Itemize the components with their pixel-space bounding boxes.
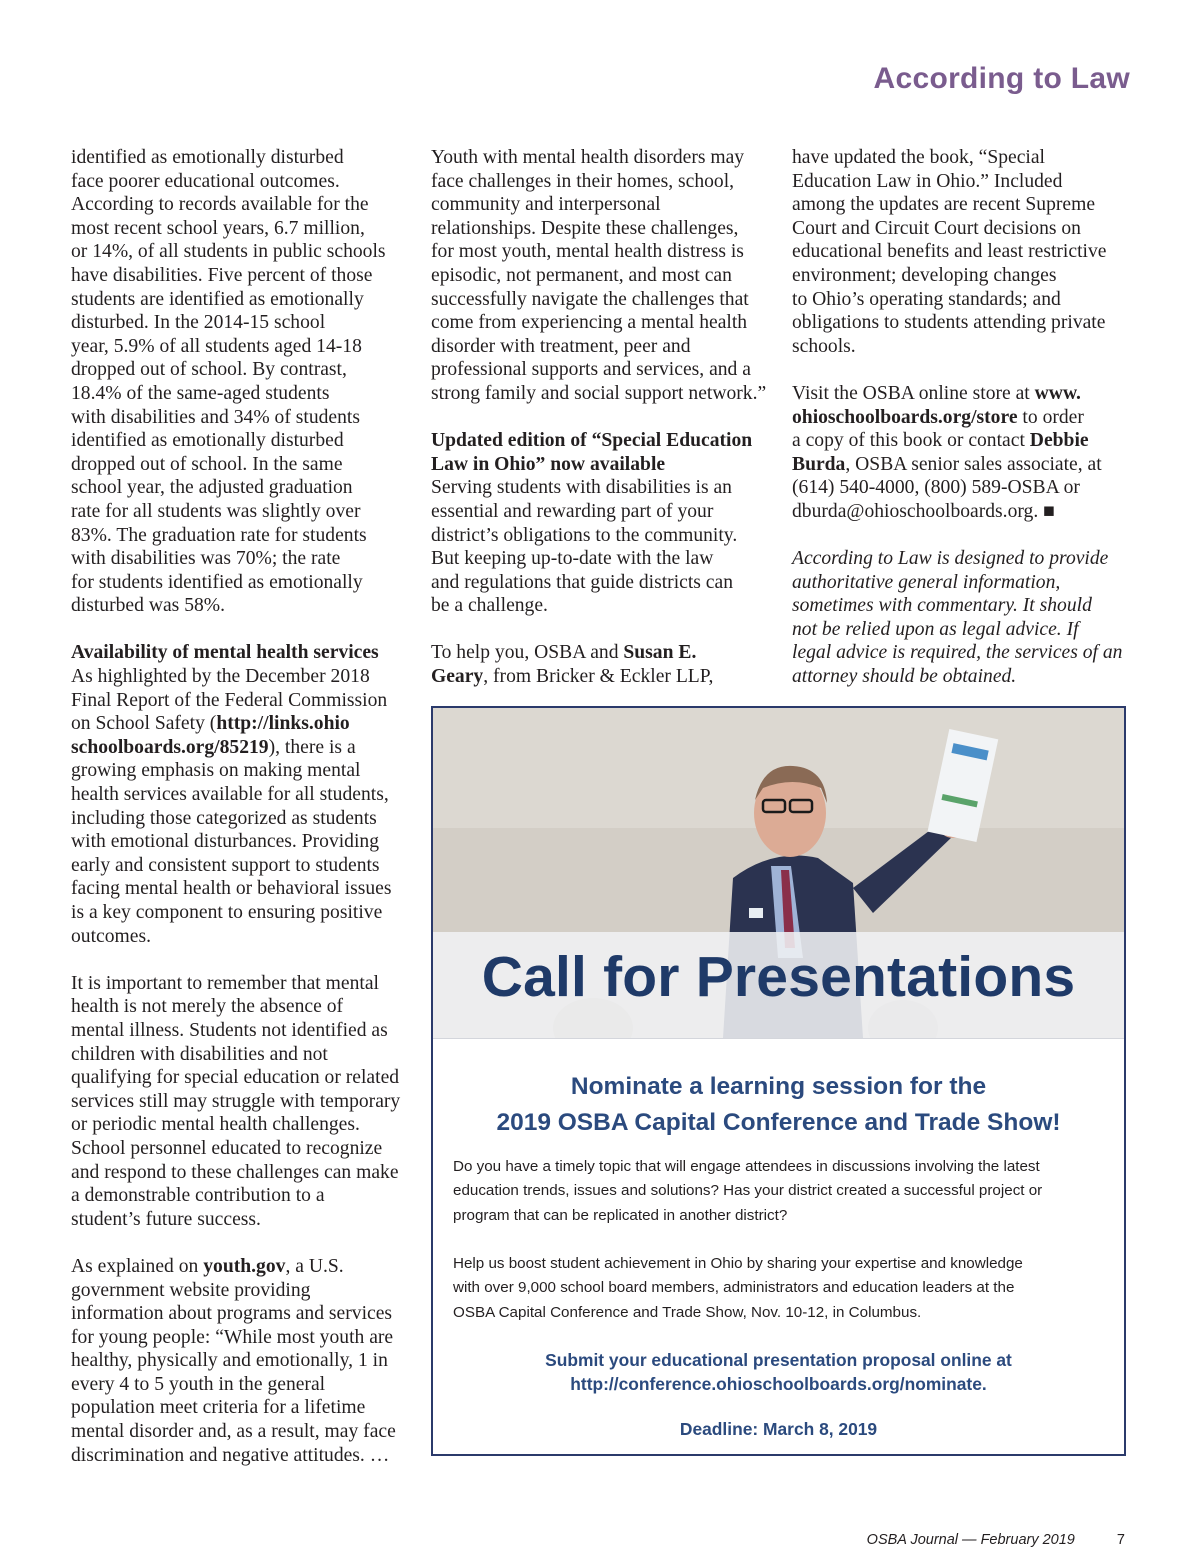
paragraph-mental-illness: [71, 972, 417, 1232]
ad-headline: [433, 1069, 1124, 1141]
paragraph-outcomes: [71, 146, 417, 618]
text-line: It is important to remember that mental: [71, 972, 379, 994]
text-line: mental disorder and, as a result, may face: [71, 1421, 396, 1443]
text-line: including those categorized as students: [71, 807, 377, 829]
text-line: professional supports and services, and a: [431, 359, 751, 381]
text-line: with emotional disturbances. Providing: [71, 831, 380, 853]
text-line: 18.4% of the same-aged students: [71, 382, 330, 404]
subheading-mental-health-services: Availability of mental health services: [71, 642, 379, 664]
article-column-3: [792, 146, 1137, 712]
text-line: year, 5.9% of all students aged 14-18: [71, 335, 362, 357]
text-line: or periodic mental health challenges.: [71, 1114, 360, 1136]
text-line: sometimes with commentary. It should: [792, 595, 1092, 617]
text-line: relationships. Despite these challenges,: [431, 217, 739, 239]
text-line: 2019 OSBA Capital Conference and Trade Show!: [496, 1109, 1061, 1136]
text-line: student’s future success.: [71, 1208, 261, 1230]
text-line: Court and Circuit Court decisions on: [792, 217, 1081, 239]
paragraph-updated-edition: [431, 429, 777, 618]
ad-text: [453, 1155, 1104, 1325]
text-line: program that can be replicated in another district?: [453, 1206, 788, 1224]
text-line: dropped out of school. In the same: [71, 453, 343, 475]
paragraph-to-help-you: To help you, OSBA and Susan E. Geary, from Bricker & Eckler LLP,: [431, 642, 714, 688]
call-for-presentations-ad: [431, 706, 1126, 1456]
text-line: Serving students with disabilities is an: [431, 477, 732, 499]
text-line: Do you have a timely topic that will engage attendees in discussions involving the latest: [453, 1158, 1040, 1175]
text-line: schools.: [792, 335, 856, 357]
footer-journal: OSBA Journal — February 2019: [866, 1532, 1075, 1548]
store-link[interactable]: www.: [1034, 382, 1081, 404]
text-line: environment; developing changes: [792, 264, 1057, 286]
subheading-updated-edition: [431, 429, 777, 476]
text-line: School personnel educated to recognize: [71, 1137, 383, 1159]
text-line: successfully navigate the challenges that: [431, 288, 749, 310]
text-line: services still may struggle with temporary: [71, 1090, 401, 1112]
text-line: strong family and social support network.”: [431, 382, 767, 404]
store-link-cont[interactable]: ohioschoolboards.org/store: [792, 406, 1018, 428]
text-line: government website providing: [71, 1279, 311, 1301]
article-column-1: [71, 146, 417, 1491]
text-line: is a key component to ensuring positive: [71, 902, 383, 923]
contact-email[interactable]: dburda@ohioschoolboards.org. ■: [792, 500, 1055, 522]
text-line: episodic, not permanent, and most can: [431, 264, 732, 286]
text-line: 83%. The graduation rate for students: [71, 524, 367, 546]
text-line: face poorer educational outcomes.: [71, 170, 340, 192]
text-line: qualifying for special education or related: [71, 1067, 400, 1089]
text-line: district’s obligations to the community.: [431, 524, 738, 546]
ad-submit-link[interactable]: [433, 1349, 1124, 1396]
text-line: and regulations that guide districts can: [431, 571, 733, 593]
text-line: with over 9,000 school board members, administrators and education leaders at the: [453, 1279, 1015, 1297]
text-line: Law in Ohio” now available: [431, 453, 666, 475]
text-line: discrimination and negative attitudes. …: [71, 1444, 390, 1466]
text-line: identified as emotionally disturbed: [71, 147, 344, 168]
youth-gov-link[interactable]: youth.gov: [203, 1255, 286, 1277]
text-line: health services available for all students,: [71, 784, 389, 806]
commission-link[interactable]: http://links.ohio: [216, 713, 350, 735]
paragraph-online-store: Visit the OSBA online store at www. ohioschoolboards.org/store to order a copy of this book or contact Debbie Burda, OSBA senior sales associate, at (614) 540-4000, (800) 589-OSBA or dburda@ohioschoolboards.org. ■: [792, 382, 1137, 524]
paragraph-youth-quote: [431, 146, 777, 406]
legal-disclaimer: [792, 547, 1137, 689]
text-line: disturbed. In the 2014-15 school: [71, 312, 326, 334]
paragraph-mental-health-services: Availability of mental health services As highlighted by the December 2018 Final Report of the Federal Commission on School Safety (http://links.ohio schoolboards.org/85219), there is a growing emphasis on making mental health services available for all students, including those categorized as students with emotional disturbances. Providing early and consistent support to students facing mental health or behavioral issues is a key component to ensuring positive outcomes.: [71, 641, 417, 948]
text-line: disorder with treatment, peer and: [431, 335, 691, 357]
text-line: Nominate a learning session for the: [570, 1073, 987, 1100]
text-line: school year, the adjusted graduation: [71, 477, 353, 499]
text-line: growing emphasis on making mental: [71, 760, 361, 782]
text-line: According to records available for the: [71, 194, 369, 216]
text-line: rate for all students was slightly over: [71, 500, 361, 522]
text-line: early and consistent support to students: [71, 854, 380, 876]
text-line: OSBA Capital Conference and Trade Show, Nov. 10-12, in Columbus.: [453, 1303, 922, 1321]
text-line: According to Law is designed to provide: [792, 548, 1109, 570]
page-footer: [867, 1532, 1125, 1548]
text-line: population meet criteria for a lifetime: [71, 1397, 366, 1419]
text-line: educational benefits and least restrictive: [792, 241, 1107, 263]
text-line: with disabilities was 70%; the rate: [71, 548, 341, 570]
text-line: children with disabilities and not: [71, 1043, 328, 1065]
text-line: outcomes.: [71, 925, 151, 947]
text-line: to Ohio’s operating standards; and: [792, 288, 1061, 310]
text-line: health is not merely the absence of: [71, 996, 344, 1018]
text-line: a demonstrable contribution to a: [71, 1185, 325, 1207]
text-line: mental illness. Students not identified as: [71, 1019, 388, 1041]
text-line: students are identified as emotionally: [71, 288, 364, 310]
text-line: obligations to students attending private: [792, 312, 1106, 334]
text-line: facing mental health or behavioral issues: [71, 878, 392, 900]
text-line: have updated the book, “Special: [792, 147, 1045, 168]
text-line: have disabilities. Five percent of those: [71, 264, 373, 286]
commission-link-cont[interactable]: schoolboards.org/85219: [71, 736, 269, 758]
text-line: come from experiencing a mental health: [431, 312, 748, 334]
text-line: Submit your educational presentation proposal online at: [545, 1350, 1012, 1371]
text-line: But keeping up-to-date with the law: [431, 548, 714, 570]
text-line: Help us boost student achievement in Ohio by sharing your expertise and knowledge: [453, 1255, 1023, 1273]
article-column-2: [431, 146, 777, 712]
text-line: not be relied upon as legal advice. If: [792, 618, 1079, 640]
text-line: among the updates are recent Supreme: [792, 194, 1096, 216]
ad-body: [433, 1038, 1124, 1440]
text-line: healthy, physically and emotionally, 1 in: [71, 1350, 388, 1372]
text-line: be a challenge.: [431, 595, 548, 617]
ad-deadline: Deadline: March 8, 2019: [679, 1419, 878, 1440]
text-line: identified as emotionally disturbed: [71, 430, 344, 452]
text-line: every 4 to 5 youth in the general: [71, 1373, 326, 1395]
paragraph-book-updates: [792, 146, 1137, 358]
ad-paragraph-topic: [453, 1155, 1104, 1228]
text-line: face challenges in their homes, school,: [431, 170, 735, 192]
text-line: attorney should be obtained.: [792, 666, 1017, 688]
text-line: for most youth, mental health distress is: [431, 241, 744, 263]
text-line: http://conference.ohioschoolboards.org/nominate.: [570, 1373, 987, 1394]
section-title: According to Law: [873, 62, 1130, 95]
ad-banner-title: Call for Presentations: [481, 945, 1076, 1009]
text-line: community and interpersonal: [431, 194, 661, 216]
text-line: education trends, issues and solutions? Has your district created a successful project or: [453, 1182, 1043, 1200]
text-line: authoritative general information,: [792, 571, 1061, 593]
text-line: Education Law in Ohio.” Included: [792, 170, 1063, 192]
text-line: information about programs and services: [71, 1303, 393, 1325]
text-line: Updated edition of “Special Education: [431, 430, 753, 452]
text-line: for young people: “While most youth are: [71, 1326, 394, 1348]
text-line: dropped out of school. By contrast,: [71, 359, 347, 381]
text-line: legal advice is required, the services of an: [792, 642, 1123, 664]
text-line: essential and rewarding part of your: [431, 500, 714, 522]
text-line: for students identified as emotionally: [71, 571, 363, 593]
text-line: or 14%, of all students in public schools: [71, 241, 386, 263]
ad-paragraph-boost: [453, 1252, 1104, 1325]
text-line: with disabilities and 34% of students: [71, 406, 360, 428]
text-line: most recent school years, 6.7 million,: [71, 217, 365, 239]
page-number: 7: [1116, 1532, 1125, 1548]
paragraph-youth-gov: As explained on youth.gov, a U.S. government website providing information about programs and services for young people: “While most youth are healthy, physically and emotionally, 1 in every 4 to 5 youth in the general population meet criteria for a lifetime mental disorder and, as a result, may face discrimination and negative attitudes. …: [71, 1255, 417, 1467]
text-line: and respond to these challenges can make: [71, 1161, 399, 1183]
text-line: Youth with mental health disorders may: [431, 147, 745, 168]
text-line: disturbed was 58%.: [71, 595, 226, 617]
